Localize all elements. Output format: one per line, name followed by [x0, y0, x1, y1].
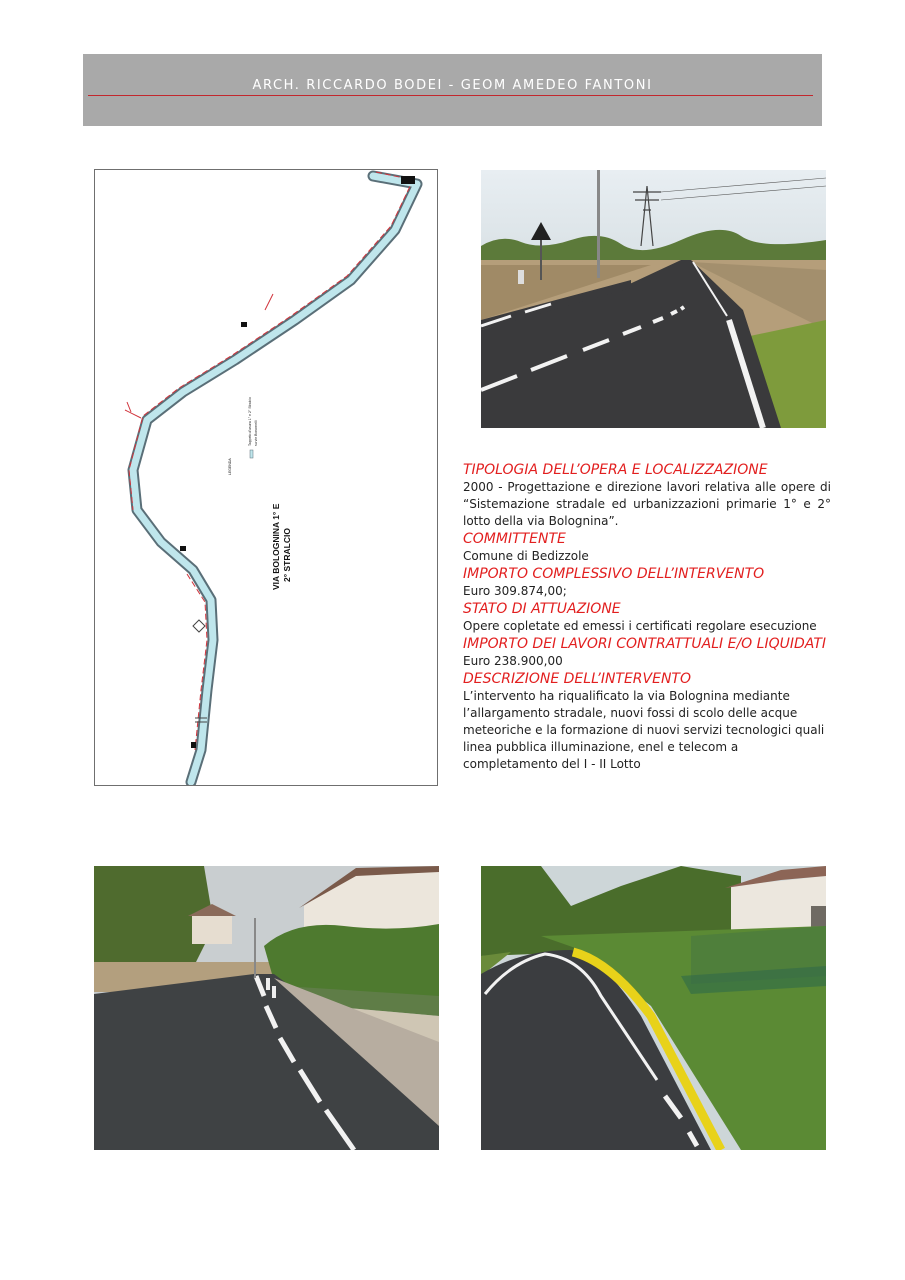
heading-importo-complessivo: IMPORTO COMPLESSIVO DELL’INTERVENTO	[463, 566, 765, 582]
header-title: ARCH. RICCARDO BODEI - GEOM AMEDEO FANTONI	[252, 78, 653, 93]
legend-item-sub: su vie Bonomelli	[254, 420, 258, 446]
heading-tipologia: TIPOLOGIA DELL’OPERA E LOCALIZZAZIONE	[463, 462, 768, 478]
text-committente: Comune di Bedizzole	[463, 549, 589, 563]
road-photo-hedge	[94, 866, 439, 1150]
road-photo-curve	[481, 866, 826, 1150]
text-importo-lavori: Euro 238.900,00	[463, 654, 563, 668]
road-plan-drawing	[94, 169, 438, 786]
road-label-sub: 2° STRALCIO	[282, 528, 292, 582]
road-plan-svg	[95, 170, 437, 785]
road-photo-pylon	[481, 170, 826, 428]
header-divider	[88, 95, 813, 96]
text-stato-attuazione: Opere copletate ed emessi i certificati regolare esecuzione	[463, 619, 817, 633]
road-label: VIA BOLOGNINA 1° E	[271, 503, 281, 590]
legend-item: Tappeto d'usura 1° e 2° Stralcio	[248, 397, 252, 446]
page-header	[83, 54, 822, 126]
legend-title: LEGENDA	[228, 458, 232, 475]
heading-importo-lavori: IMPORTO DEI LAVORI CONTRATTUALI E/O LIQUIDATI	[463, 636, 826, 652]
heading-stato-attuazione: STATO DI ATTUAZIONE	[463, 601, 621, 617]
heading-descrizione: DESCRIZIONE DELL’INTERVENTO	[463, 671, 692, 687]
text-tipologia: 2000 - Progettazione e direzione lavori relativa alle opere di “Sistemazione stradale ed urbanizzazioni primarie 1° e 2° lotto della via Bolognina”.	[463, 480, 831, 528]
text-importo-complessivo: Euro 309.874,00;	[463, 584, 567, 598]
project-description	[463, 461, 831, 773]
heading-committente: COMMITTENTE	[463, 531, 566, 547]
text-descrizione: L’intervento ha riqualificato la via Bolognina mediante l’allargamento stradale, nuovi fossi di scolo delle acque meteoriche e la formazione di nuovi servizi tecnologici quali linea pubblica illuminazione, enel e telecom a completamento del I - II Lotto	[463, 689, 825, 771]
